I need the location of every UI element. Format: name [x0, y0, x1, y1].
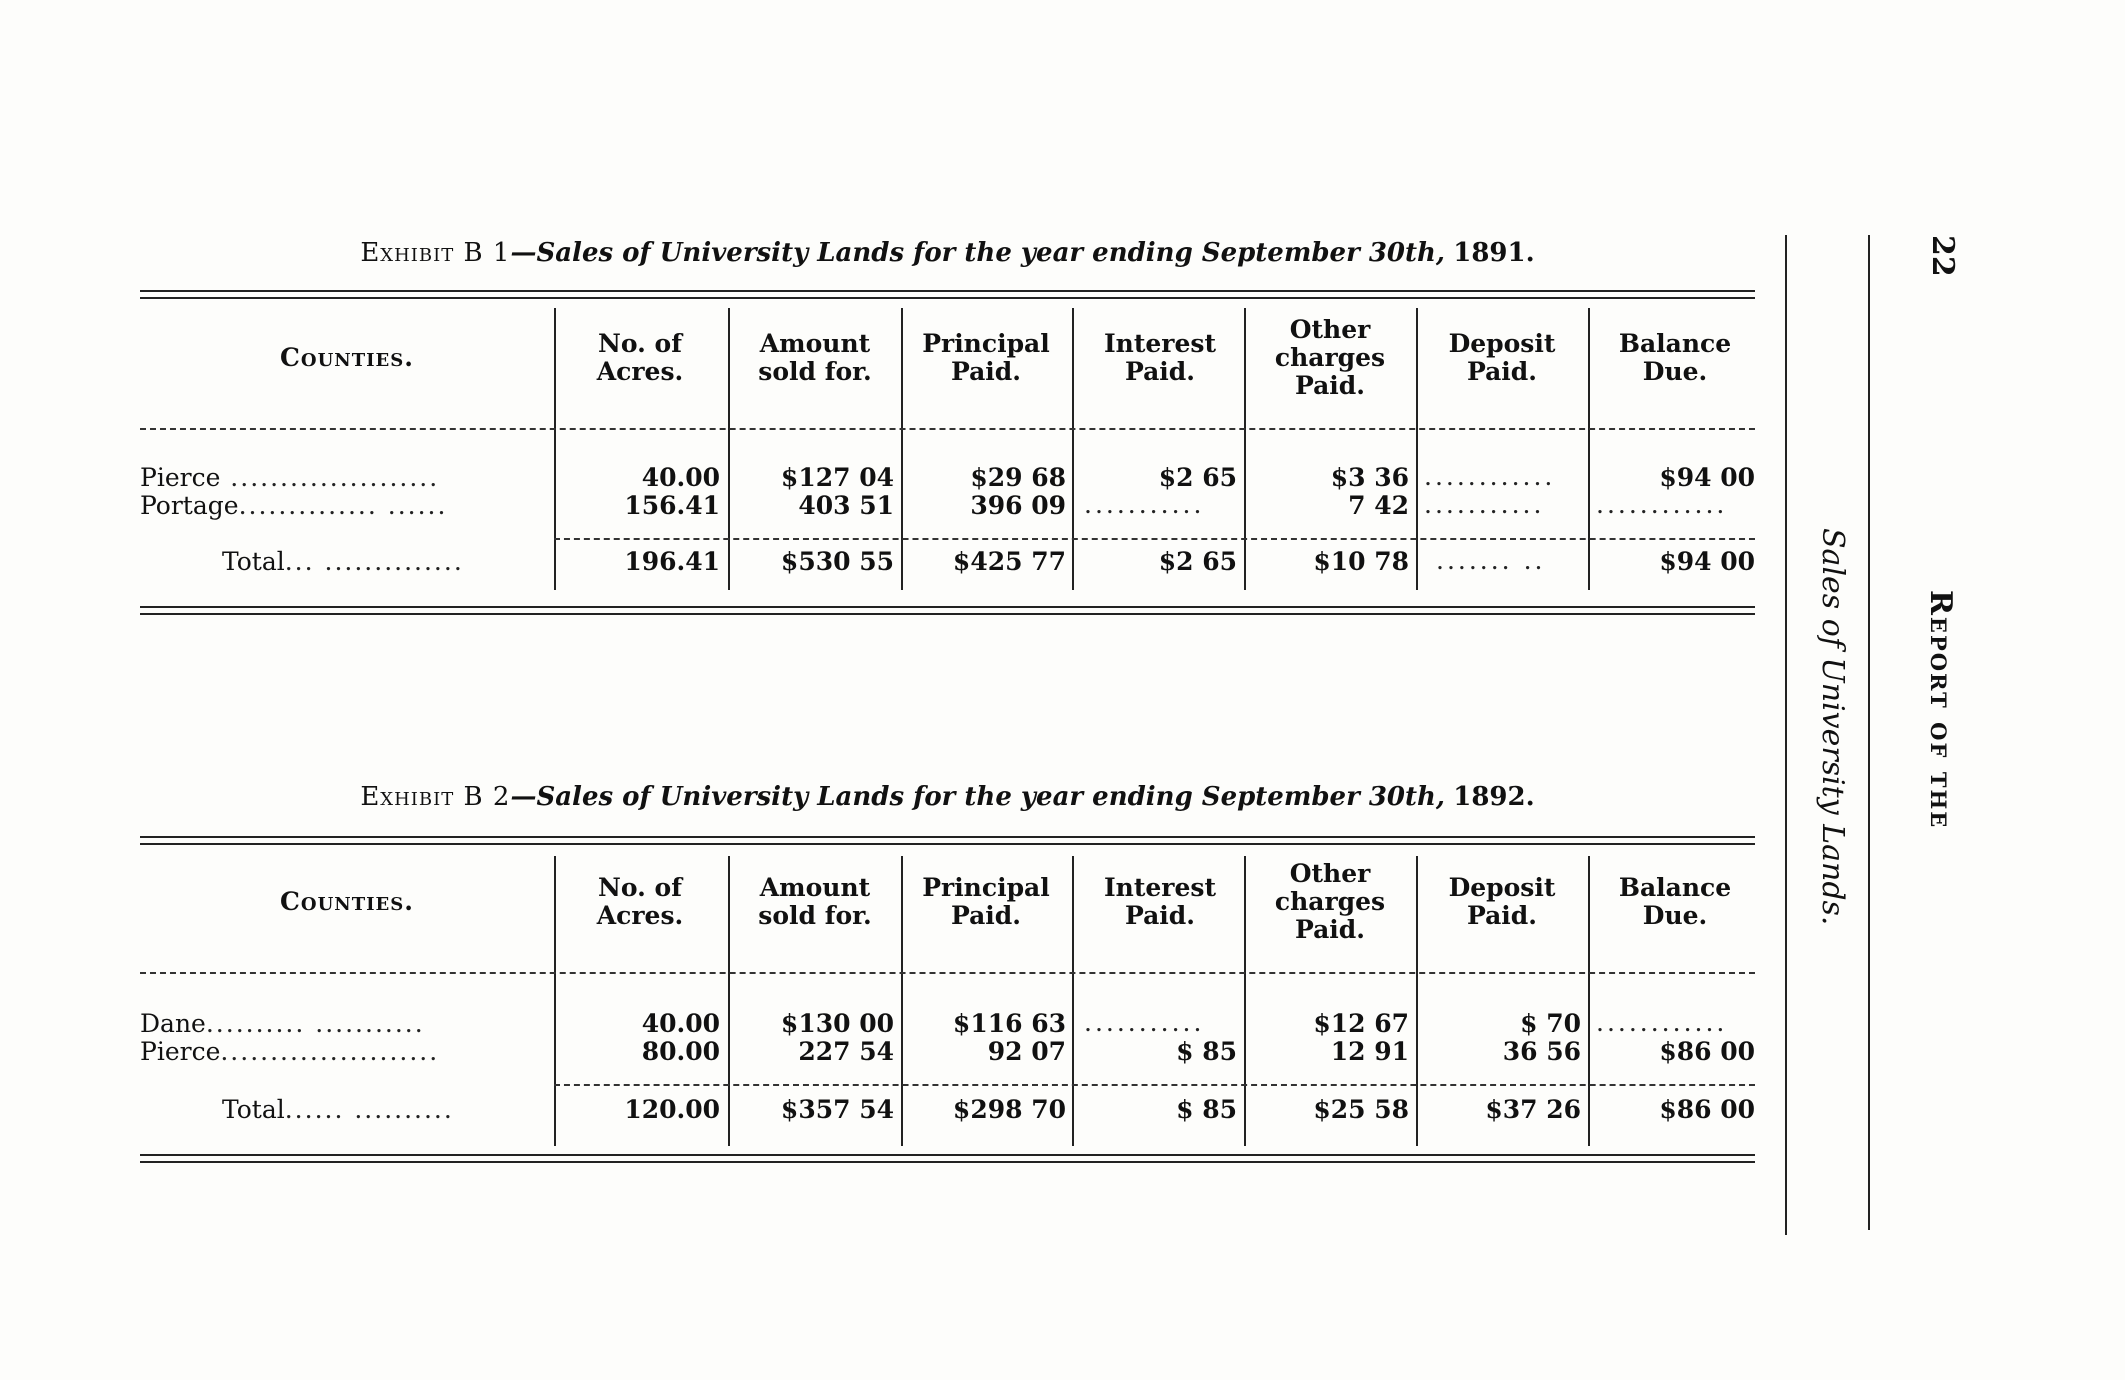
row-county: Pierce...................... [140, 1037, 440, 1066]
subtotal-rule [554, 538, 1755, 540]
row-acres: 40.00 [641, 463, 720, 492]
column-divider [1588, 308, 1590, 590]
exhibit-b1-caption: —Sales of University Lands for the year ending September 30th, [510, 238, 1445, 268]
col-header-balance: Balance Due. [1618, 873, 1732, 930]
total-principal: $298 70 [952, 1095, 1066, 1124]
total-deposit: $37 26 [1485, 1095, 1581, 1124]
exhibit-b2-table [140, 834, 1755, 1174]
row-principal: 396 09 [970, 491, 1066, 520]
row-deposit: 36 56 [1502, 1037, 1581, 1066]
col-header-other: Other charges Paid. [1274, 859, 1386, 944]
empty-leader: ........... [1084, 490, 1205, 519]
exhibit-b2-title [140, 782, 1755, 812]
column-divider [1416, 856, 1418, 1146]
total-acres: 196.41 [624, 547, 720, 576]
total-interest: $ 85 [1176, 1095, 1237, 1124]
column-divider [1588, 856, 1590, 1146]
col-header-interest: Interest Paid. [1103, 873, 1217, 930]
col-header-other: Other charges Paid. [1274, 315, 1386, 400]
column-divider [1244, 308, 1246, 590]
row-other: $3 36 [1330, 463, 1409, 492]
col-header-interest: Interest Paid. [1103, 329, 1217, 386]
col-header-principal: Principal Paid. [922, 329, 1050, 386]
col-header-deposit: Deposit Paid. [1448, 873, 1556, 930]
side-title: Sales of University Lands. [1815, 528, 1850, 926]
total-other: $25 58 [1313, 1095, 1409, 1124]
row-county: Portage.............. ...... [140, 491, 448, 520]
table-top-rule [140, 836, 1755, 845]
exhibit-b1-title [140, 238, 1755, 268]
empty-leader: ........... [1424, 490, 1545, 519]
col-header-amount: Amount sold for. [758, 329, 872, 386]
total-balance: $86 00 [1659, 1095, 1755, 1124]
row-balance: $94 00 [1659, 463, 1755, 492]
row-principal: $116 63 [952, 1009, 1066, 1038]
row-county: Dane.......... ........... [140, 1009, 425, 1038]
col-header-balance: Balance Due. [1618, 329, 1732, 386]
row-principal: 92 07 [987, 1037, 1066, 1066]
total-label: Total... .............. [222, 547, 464, 576]
total-other: $10 78 [1313, 547, 1409, 576]
column-divider [901, 856, 903, 1146]
row-acres: 156.41 [624, 491, 720, 520]
table-bottom-rule [140, 606, 1755, 615]
col-header-principal: Principal Paid. [922, 873, 1050, 930]
row-amount: 227 54 [798, 1037, 894, 1066]
col-header-deposit: Deposit Paid. [1448, 329, 1556, 386]
column-divider [1416, 308, 1418, 590]
empty-leader: ............ [1424, 462, 1556, 491]
row-interest: $2 65 [1158, 463, 1237, 492]
row-deposit: $ 70 [1520, 1009, 1581, 1038]
empty-leader: ............ [1596, 490, 1728, 519]
empty-leader: ........... [1084, 1008, 1205, 1037]
page-number: 22 [1925, 235, 1960, 277]
margin-rule [1785, 235, 1787, 1235]
column-divider [728, 856, 730, 1146]
col-header-counties: Counties. [280, 343, 414, 372]
row-acres: 40.00 [641, 1009, 720, 1038]
empty-leader: ....... .. [1436, 546, 1546, 575]
exhibit-b1-year: 1891. [1453, 238, 1535, 268]
column-divider [1072, 856, 1074, 1146]
row-acres: 80.00 [641, 1037, 720, 1066]
row-balance: $86 00 [1659, 1037, 1755, 1066]
col-header-acres: No. of Acres. [596, 329, 684, 386]
margin-rule [1868, 235, 1870, 1230]
row-other: 7 42 [1348, 491, 1409, 520]
column-divider [901, 308, 903, 590]
total-interest: $2 65 [1158, 547, 1237, 576]
row-amount: 403 51 [798, 491, 894, 520]
row-other: 12 91 [1330, 1037, 1409, 1066]
total-balance: $94 00 [1659, 547, 1755, 576]
column-divider [1072, 308, 1074, 590]
col-header-counties: Counties. [280, 887, 414, 916]
column-divider [554, 308, 556, 590]
row-amount: $127 04 [780, 463, 894, 492]
column-divider [728, 308, 730, 590]
row-amount: $130 00 [780, 1009, 894, 1038]
exhibit-b2-caption: —Sales of University Lands for the year ending September 30th, [510, 782, 1445, 812]
total-acres: 120.00 [624, 1095, 720, 1124]
table-top-rule [140, 290, 1755, 299]
row-county: Pierce ..................... [140, 463, 440, 492]
exhibit-b1-label: Exhibit B 1 [360, 238, 511, 268]
table-bottom-rule [140, 1154, 1755, 1163]
exhibit-b2-label: Exhibit B 2 [360, 782, 511, 812]
column-divider [1244, 856, 1246, 1146]
exhibit-b2-year: 1892. [1453, 782, 1535, 812]
row-principal: $29 68 [970, 463, 1066, 492]
total-principal: $425 77 [952, 547, 1066, 576]
row-interest: $ 85 [1176, 1037, 1237, 1066]
header-rule [140, 428, 1755, 430]
running-title: Report of the [1923, 590, 1958, 830]
total-amount: $530 55 [780, 547, 894, 576]
total-amount: $357 54 [780, 1095, 894, 1124]
col-header-amount: Amount sold for. [758, 873, 872, 930]
exhibit-b1-table [140, 288, 1755, 618]
empty-leader: ............ [1596, 1008, 1728, 1037]
subtotal-rule [554, 1084, 1755, 1086]
total-label: Total...... .......... [222, 1095, 454, 1124]
header-rule [140, 972, 1755, 974]
row-other: $12 67 [1313, 1009, 1409, 1038]
col-header-acres: No. of Acres. [596, 873, 684, 930]
column-divider [554, 856, 556, 1146]
